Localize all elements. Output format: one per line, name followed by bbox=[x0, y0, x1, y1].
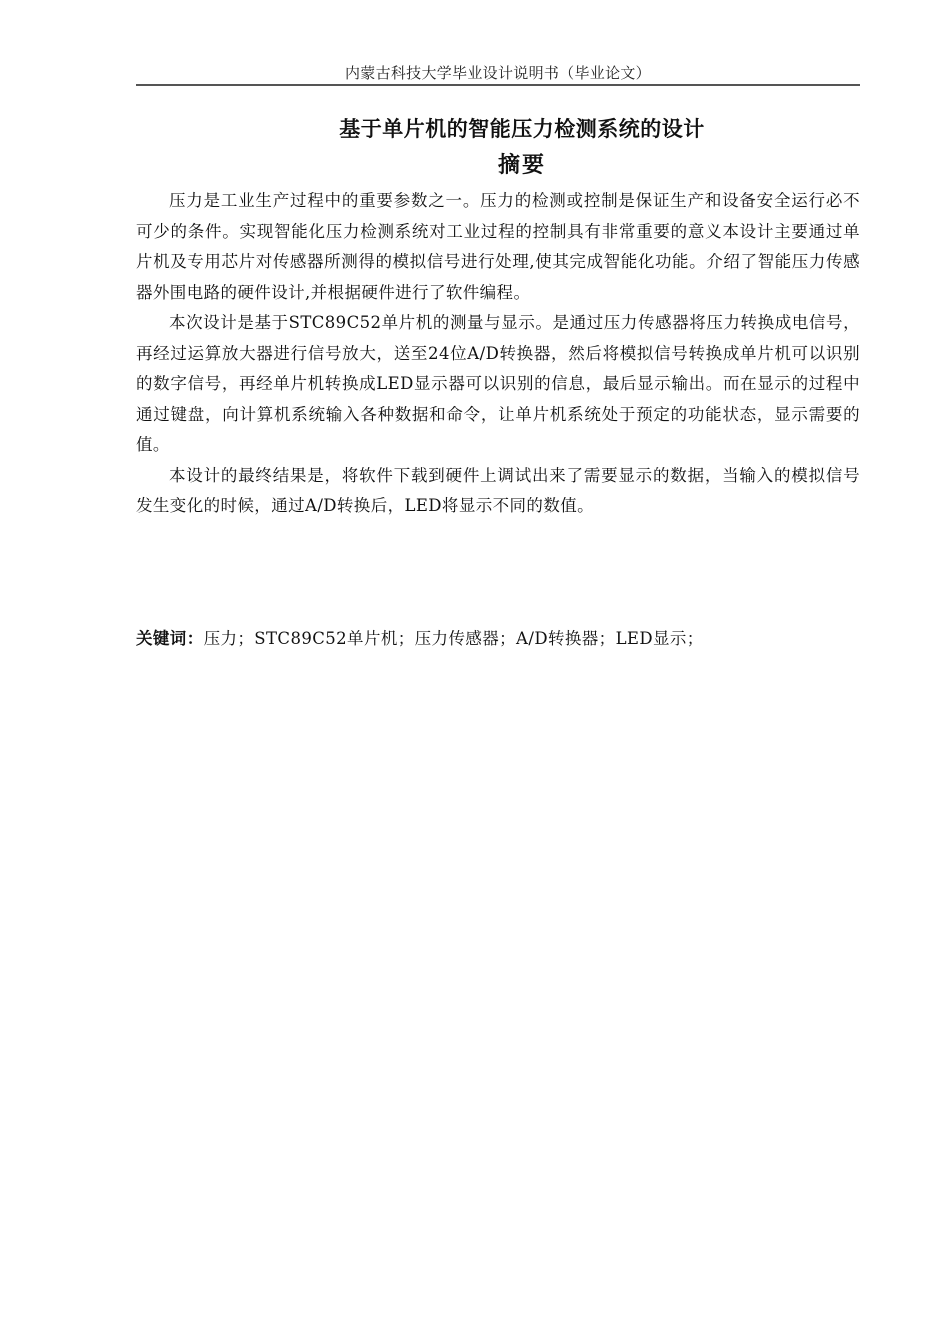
abstract-heading: 摘要 bbox=[497, 153, 546, 178]
abstract-paragraph-3: 本设计的最终结果是，将软件下载到硬件上调试出来了需要显示的数据，当输入的模拟信号发生变化的时候，通过A/D转换后，LED将显示不同的数值。 bbox=[136, 465, 860, 515]
keywords-label: 关键词： bbox=[136, 629, 204, 648]
abstract-body bbox=[136, 186, 860, 522]
keywords-text: 压力；STC89C52单片机；压力传感器；A/D转换器；LED显示； bbox=[203, 629, 704, 648]
header-divider bbox=[136, 84, 860, 86]
running-header: 内蒙古科技大学毕业设计说明书（毕业论文） bbox=[344, 64, 651, 82]
abstract-paragraph-1: 压力是工业生产过程中的重要参数之一。压力的检测或控制是保证生产和设备安全运行必不可少的条件。实现智能化压力检测系统对工业过程的控制具有非常重要的意义本设计主要通过单片机及专用芯片对传感器所测得的模拟信号进行处理,使其完成智能化功能。介绍了智能压力传感器外围电路的硬件设计,并根据硬件进行了软件编程。 bbox=[136, 191, 860, 302]
keywords-line bbox=[136, 624, 860, 654]
abstract-paragraph-2: 本次设计是基于STC89C52单片机的测量与显示。是通过压力传感器将压力转换成电信号，再经过运算放大器进行信号放大，送至24位A/D转换器，然后将模拟信号转换成单片机可以识别的数字信号，再经单片机转换成LED显示器可以识别的信息，最后显示输出。而在显示的过程中通过键盘，向计算机系统输入各种数据和命令，让单片机系统处于预定的功能状态，显示需要的值。 bbox=[136, 313, 860, 454]
document-title: 基于单片机的智能压力检测系统的设计 bbox=[339, 117, 705, 141]
